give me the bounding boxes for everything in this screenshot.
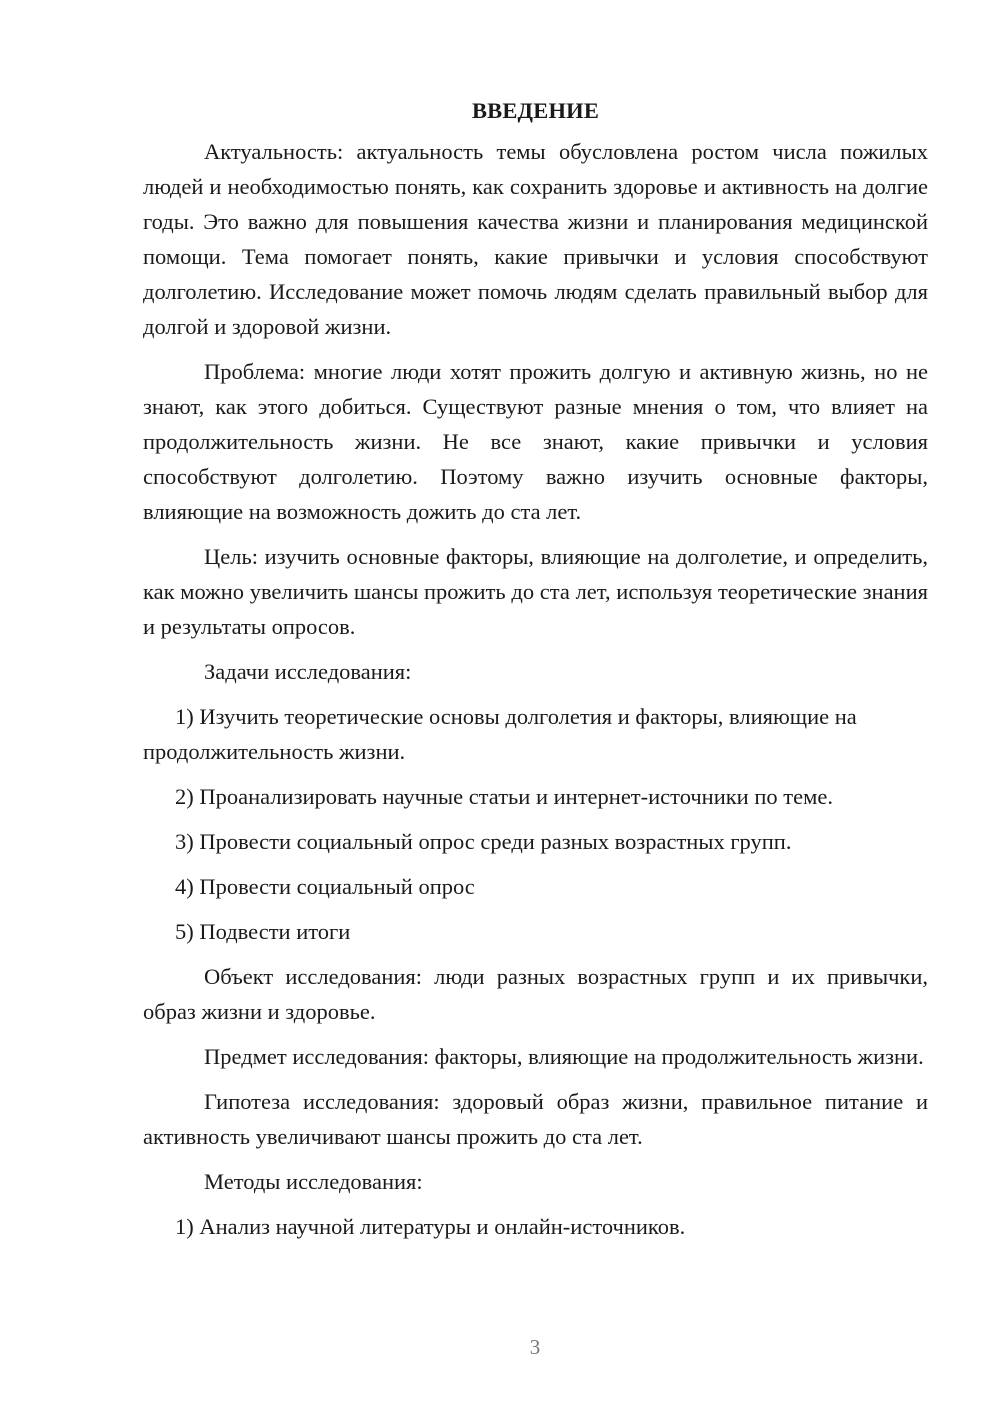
method-item-1: 1) Анализ научной литературы и онлайн-источников. — [175, 1214, 686, 1239]
relevance-paragraph: Актуальность: актуальность темы обусловлена ростом числа пожилых людей и необходимостью понять, как сохранить здоровье и активность на долгие годы. Это важно для повышения качества жизни и планирования медицинской помощи. Тема помогает понять, какие привычки и условия способствуют долголетию. Исследование может помочь людям сделать правильный выбор для долгой и здоровой жизни. — [143, 139, 928, 339]
page-number: 3 — [529, 1335, 541, 1359]
goal-paragraph: Цель: изучить основные факторы, влияющие на долголетие, и определить, как можно увеличить шансы прожить до ста лет, используя теоретические знания и результаты опросов. — [143, 544, 928, 639]
object-paragraph: Объект исследования: люди разных возрастных групп и их привычки, образ жизни и здоровье. — [143, 964, 928, 1024]
hypothesis-paragraph: Гипотеза исследования: здоровый образ жизни, правильное питание и активность увеличивают шансы прожить до ста лет. — [143, 1089, 928, 1149]
task-item-5: 5) Подвести итоги — [175, 919, 351, 944]
problem-paragraph: Проблема: многие люди хотят прожить долгую и активную жизнь, но не знают, как этого добиться. Существуют разные мнения о том, что влияет на продолжительность жизни. Не все знают, какие привычки и условия способствуют долголетию. Поэтому важно изучить основные факторы, влияющие на возможность дожить до ста лет. — [143, 359, 928, 524]
section-title: ВВЕДЕНИЕ — [471, 98, 600, 123]
task-item-4: 4) Провести социальный опрос — [175, 874, 475, 899]
tasks-heading: Задачи исследования: — [204, 659, 412, 684]
subject-paragraph: Предмет исследования: факторы, влияющие на продолжительность жизни. — [204, 1044, 924, 1069]
task-item-3: 3) Провести социальный опрос среди разных возрастных групп. — [175, 829, 792, 854]
task-item-2: 2) Проанализировать научные статьи и интернет-источники по теме. — [175, 784, 833, 809]
document-page — [143, 96, 928, 1244]
task-item-1: 1) Изучить теоретические основы долголетия и факторы, влияющие на продолжительность жизни. — [143, 704, 857, 764]
methods-heading: Методы исследования: — [204, 1169, 423, 1194]
